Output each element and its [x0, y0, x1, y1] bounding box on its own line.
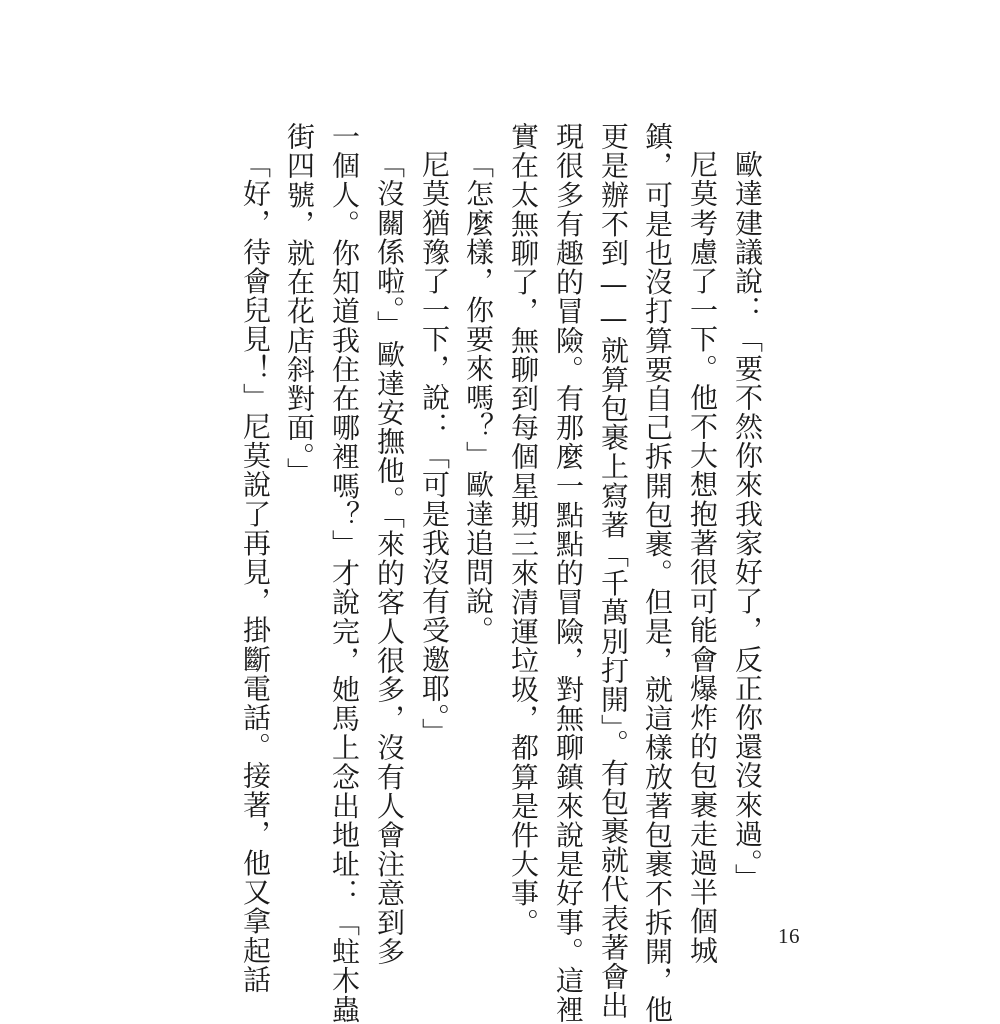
page-number: 16 [778, 924, 800, 948]
text-column-11: 街四號，就在花店斜對面。」 [283, 122, 316, 487]
text-column-5: 現很多有趣的冒險。有那麼一點點的冒險，對無聊鎮來說是好事。這裡 [552, 122, 585, 1024]
text-column-8: 尼莫猶豫了一下，說：「可是我沒有受邀耶。」 [418, 150, 451, 748]
text-column-9: 「沒關係啦。」歐達安撫他。「來的客人很多，沒有人會注意到多 [373, 150, 406, 966]
text-column-7: 「怎麼樣，你要來嗎？」歐達追問說。 [462, 150, 495, 645]
text-column-6: 實在太無聊了，無聊到每個星期三來清運垃圾，都算是件大事。 [507, 122, 540, 937]
text-column-4: 更是辦不到——就算包裹上寫著「千萬別打開」。有包裹就代表著會出 [597, 122, 630, 1021]
text-column-12: 「好，待會兒見！」尼莫說了再見，掛斷電話。接著，他又拿起話 [239, 150, 272, 994]
text-column-10: 一個人。你知道我住在哪裡嗎？」才說完，她馬上念出地址：「蛀木蟲 [328, 122, 361, 1024]
text-column-2: 尼莫考慮了一下。他不大想抱著很可能會爆炸的包裹走過半個城 [686, 150, 719, 965]
text-column-3: 鎮，可是也沒打算要自己拆開包裹。但是，就這樣放著包裹不拆開，他 [641, 122, 674, 1024]
text-column-1: 歐達建議說：「要不然你來我家好了，反正你還沒來過。」 [731, 150, 764, 893]
